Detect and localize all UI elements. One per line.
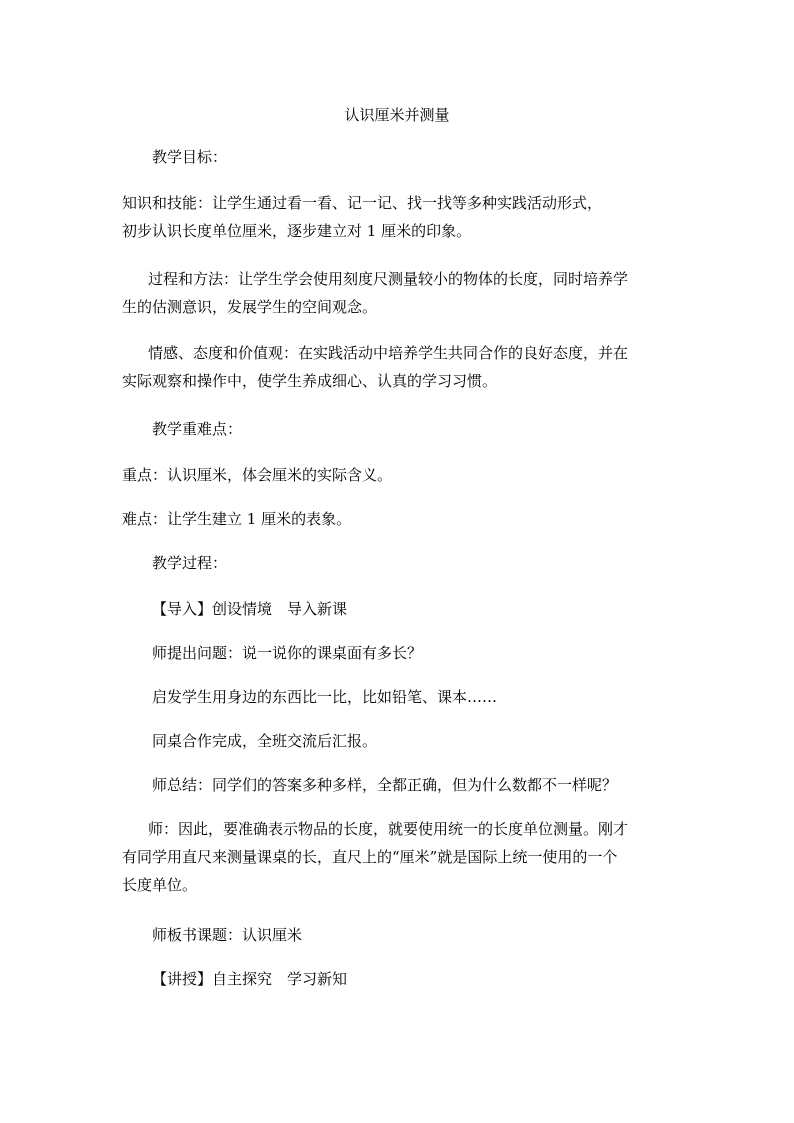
section-teaching-heading	[122, 968, 670, 990]
paragraph-line: 难点：让学生建立 1 厘米的表象。	[122, 510, 352, 528]
section-heading-key-points	[122, 418, 670, 440]
paragraph-line: 过程和方法：让学生学会使用刻度尺测量较小的物体的长度，同时培养学	[148, 270, 629, 288]
section-intro-heading	[122, 598, 670, 620]
paragraph-line: 实际观察和操作中，使学生养成细心、认真的学习习惯。	[122, 372, 498, 390]
paragraph-line: 【导入】创设情境 导入新课	[152, 600, 348, 618]
paragraph-line: 生的估测意识，发展学生的空间观念。	[122, 298, 378, 316]
section-heading-goals	[122, 146, 670, 168]
paragraph-line: 教学重难点：	[152, 420, 243, 438]
paragraph-compare	[122, 686, 670, 708]
paragraph-line: 教学目标：	[152, 148, 228, 166]
paragraph-line: 【讲授】自主探究 学习新知	[152, 970, 348, 988]
paragraph-line: 同桌合作完成，全班交流后汇报。	[152, 732, 378, 750]
paragraph-line: 师提出问题：说一说你的课桌面有多长？	[152, 644, 423, 662]
paragraph-process-method	[122, 268, 670, 318]
paragraph-line: 启发学生用身边的东西比一比，比如铅笔、课本……	[152, 688, 498, 706]
paragraph-line: 长度单位。	[122, 876, 198, 894]
paragraph-line: 师板书课题：认识厘米	[152, 926, 303, 944]
paragraph-line: 重点：认识厘米，体会厘米的实际含义。	[122, 466, 393, 484]
paragraph-line: 情感、态度和价值观：在实践活动中培养学生共同合作的良好态度，并在	[148, 344, 629, 362]
paragraph-knowledge-skills	[122, 192, 670, 242]
paragraph-line: 教学过程：	[152, 554, 228, 572]
paragraph-line: 师：因此，要准确表示物品的长度，就要使用统一的长度单位测量。刚才	[148, 820, 629, 838]
paragraph-line: 师总结：同学们的答案多种多样，全都正确，但为什么数都不一样呢？	[152, 776, 618, 794]
paragraph-line: 知识和技能：让学生通过看一看、记一记、找一找等多种实践活动形式，	[122, 194, 603, 212]
section-heading-process	[122, 552, 670, 574]
paragraph-emotion-values	[122, 342, 670, 392]
paragraph-board-title	[122, 924, 670, 946]
paragraph-teacher-question	[122, 642, 670, 664]
paragraph-line: 初步认识长度单位厘米，逐步建立对 1 厘米的印象。	[122, 222, 472, 240]
document-title: 认识厘米并测量	[344, 106, 450, 124]
paragraph-key-point	[122, 464, 670, 486]
paragraph-cooperate	[122, 730, 670, 752]
paragraph-unit-explanation	[122, 818, 670, 896]
paragraph-line: 有同学用直尺来测量课桌的长，直尺上的“厘米”就是国际上统一使用的一个	[122, 848, 618, 866]
paragraph-summary	[122, 774, 670, 796]
paragraph-difficult-point	[122, 508, 670, 530]
